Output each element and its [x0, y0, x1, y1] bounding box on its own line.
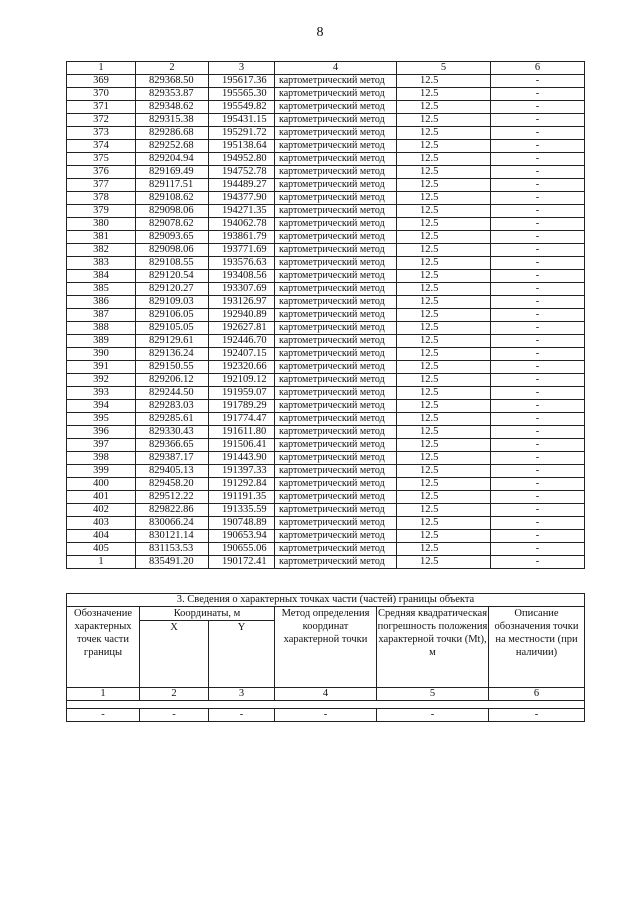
table-cell: 829093.65 [136, 231, 209, 244]
table-cell: 829105.05 [136, 322, 209, 335]
table-cell: картометрический метод [275, 296, 397, 309]
table-cell: - [491, 192, 585, 205]
table-cell: 829244.50 [136, 387, 209, 400]
table-cell: 370 [67, 88, 136, 101]
table-cell: 390 [67, 348, 136, 361]
table-cell: 402 [67, 504, 136, 517]
table-cell: 831153.53 [136, 543, 209, 556]
table-cell: 195291.72 [209, 127, 275, 140]
table-cell: 829822.86 [136, 504, 209, 517]
table-cell: 829512.22 [136, 491, 209, 504]
section-title: 3. Сведения о характерных точках части (частей) границы объекта [67, 594, 585, 607]
table-row [67, 205, 585, 218]
table-cell: - [491, 543, 585, 556]
table-row [67, 218, 585, 231]
table-row [67, 439, 585, 452]
table-cell: картометрический метод [275, 361, 397, 374]
header-method: Метод определения координат характерной точки [275, 607, 377, 688]
table-row [67, 426, 585, 439]
table-cell: - [491, 153, 585, 166]
table-cell: - [209, 709, 275, 722]
table-cell: 12.5 [397, 179, 491, 192]
table-row [67, 387, 585, 400]
table-cell: картометрический метод [275, 205, 397, 218]
table-row [67, 244, 585, 257]
table-cell: картометрический метод [275, 75, 397, 88]
table-cell: - [491, 101, 585, 114]
table-cell: картометрический метод [275, 504, 397, 517]
table-cell: 829169.49 [136, 166, 209, 179]
table-cell: 829348.62 [136, 101, 209, 114]
table-cell: - [491, 166, 585, 179]
table-cell: - [491, 504, 585, 517]
table-cell: 12.5 [397, 556, 491, 569]
table-cell: картометрический метод [275, 244, 397, 257]
table-cell: 12.5 [397, 335, 491, 348]
table-cell: 191191.35 [209, 491, 275, 504]
table-cell: картометрический метод [275, 179, 397, 192]
table-row [67, 257, 585, 270]
table-cell: 377 [67, 179, 136, 192]
table-cell: 12.5 [397, 257, 491, 270]
table-row [67, 192, 585, 205]
table-cell: - [491, 348, 585, 361]
table-cell: 12.5 [397, 296, 491, 309]
table-cell: 389 [67, 335, 136, 348]
table-cell: - [491, 387, 585, 400]
table-cell: картометрический метод [275, 166, 397, 179]
table-cell: 12.5 [397, 517, 491, 530]
table-cell: 12.5 [397, 504, 491, 517]
table-cell: 829117.51 [136, 179, 209, 192]
table-row [67, 517, 585, 530]
table-cell: 12.5 [397, 400, 491, 413]
table-cell: 829106.05 [136, 309, 209, 322]
table-cell: 194752.78 [209, 166, 275, 179]
table-cell: 388 [67, 322, 136, 335]
table-cell: 190748.89 [209, 517, 275, 530]
table-row [67, 88, 585, 101]
header-y: Y [209, 621, 275, 688]
table-cell: 195565.30 [209, 88, 275, 101]
table-cell: 12.5 [397, 283, 491, 296]
table-row [67, 465, 585, 478]
table-cell: 829353.87 [136, 88, 209, 101]
table-cell: картометрический метод [275, 283, 397, 296]
table-cell: картометрический метод [275, 270, 397, 283]
column-number: 2 [140, 688, 209, 701]
table-cell: 192446.70 [209, 335, 275, 348]
column-number: 2 [136, 62, 209, 75]
table-cell: 829120.27 [136, 283, 209, 296]
table-cell: 829204.94 [136, 153, 209, 166]
table-cell: 12.5 [397, 231, 491, 244]
table-cell: - [377, 709, 489, 722]
table-cell: 12.5 [397, 426, 491, 439]
table-row [67, 140, 585, 153]
table-cell: - [489, 709, 585, 722]
table-cell: - [491, 426, 585, 439]
table-cell: 395 [67, 413, 136, 426]
table-cell: - [491, 114, 585, 127]
table-cell: картометрический метод [275, 127, 397, 140]
column-number: 4 [275, 62, 397, 75]
table-cell: картометрический метод [275, 140, 397, 153]
table-cell: - [491, 231, 585, 244]
table-cell: 12.5 [397, 192, 491, 205]
column-number: 5 [377, 688, 489, 701]
table-cell: 193861.79 [209, 231, 275, 244]
table-cell: 192320.66 [209, 361, 275, 374]
table-cell: 829108.55 [136, 257, 209, 270]
table-cell: 12.5 [397, 127, 491, 140]
table-cell: - [491, 218, 585, 231]
table-row [67, 322, 585, 335]
table-cell: 393 [67, 387, 136, 400]
table-cell: 12.5 [397, 530, 491, 543]
table-cell: 12.5 [397, 361, 491, 374]
table-cell: картометрический метод [275, 556, 397, 569]
table-row [67, 400, 585, 413]
table-cell: картометрический метод [275, 218, 397, 231]
table-row [67, 374, 585, 387]
table-cell: 12.5 [397, 75, 491, 88]
table-cell: картометрический метод [275, 348, 397, 361]
table-cell: - [491, 452, 585, 465]
table-cell: 191292.84 [209, 478, 275, 491]
table-cell: картометрический метод [275, 231, 397, 244]
table-cell: 12.5 [397, 244, 491, 257]
column-number-row [67, 62, 585, 75]
header-x: X [140, 621, 209, 688]
table-row [67, 75, 585, 88]
table-cell: - [491, 127, 585, 140]
header-coordinates: Координаты, м [140, 607, 275, 621]
table-cell: 194271.35 [209, 205, 275, 218]
table-cell: картометрический метод [275, 257, 397, 270]
table-cell: 373 [67, 127, 136, 140]
table-cell: 400 [67, 478, 136, 491]
table-cell: - [491, 244, 585, 257]
table-cell: картометрический метод [275, 192, 397, 205]
table-row [67, 179, 585, 192]
table-cell: 12.5 [397, 374, 491, 387]
table-cell: 404 [67, 530, 136, 543]
table-cell: 191443.90 [209, 452, 275, 465]
table-cell: картометрический метод [275, 374, 397, 387]
table-cell: 405 [67, 543, 136, 556]
table-row [67, 413, 585, 426]
table-cell: 12.5 [397, 205, 491, 218]
table-cell: 191397.33 [209, 465, 275, 478]
table-cell: 12.5 [397, 101, 491, 114]
table-cell: 194489.27 [209, 179, 275, 192]
table-cell: 391 [67, 361, 136, 374]
column-number: 1 [67, 688, 140, 701]
table-cell: картометрический метод [275, 88, 397, 101]
table-cell: 379 [67, 205, 136, 218]
table-cell: - [491, 478, 585, 491]
column-number: 6 [489, 688, 585, 701]
table-cell: 372 [67, 114, 136, 127]
table-cell: 12.5 [397, 387, 491, 400]
table-cell: 829285.61 [136, 413, 209, 426]
table-cell: 829387.17 [136, 452, 209, 465]
table-cell: картометрический метод [275, 543, 397, 556]
table-cell: - [491, 413, 585, 426]
table-row [67, 114, 585, 127]
table-cell: 191959.07 [209, 387, 275, 400]
table-cell: 12.5 [397, 218, 491, 231]
table-cell: картометрический метод [275, 439, 397, 452]
table-cell: 369 [67, 75, 136, 88]
table-row [67, 296, 585, 309]
table-cell: 194062.78 [209, 218, 275, 231]
table-cell: - [491, 309, 585, 322]
table-cell: - [491, 283, 585, 296]
table-cell: 12.5 [397, 348, 491, 361]
column-number: 3 [209, 688, 275, 701]
table-cell: 829108.62 [136, 192, 209, 205]
table-cell: 829078.62 [136, 218, 209, 231]
table-row [67, 530, 585, 543]
table-cell: 12.5 [397, 322, 491, 335]
table-cell: 835491.20 [136, 556, 209, 569]
table-cell: картометрический метод [275, 400, 397, 413]
table-row [67, 101, 585, 114]
table-row [67, 361, 585, 374]
table-cell: 829120.54 [136, 270, 209, 283]
table-cell: 191774.47 [209, 413, 275, 426]
table-cell: 12.5 [397, 88, 491, 101]
table-cell: картометрический метод [275, 153, 397, 166]
table-cell: картометрический метод [275, 335, 397, 348]
column-number: 5 [397, 62, 491, 75]
table-cell: - [491, 140, 585, 153]
coordinates-table [66, 61, 585, 569]
table-row [67, 309, 585, 322]
table-cell: 387 [67, 309, 136, 322]
table-cell: 396 [67, 426, 136, 439]
table-cell: - [491, 88, 585, 101]
table-cell: - [491, 205, 585, 218]
table-cell: 12.5 [397, 309, 491, 322]
table-cell: 191506.41 [209, 439, 275, 452]
table-cell: 12.5 [397, 153, 491, 166]
table-cell: картометрический метод [275, 387, 397, 400]
table-cell: - [491, 491, 585, 504]
table-cell: 376 [67, 166, 136, 179]
table-row [67, 478, 585, 491]
table-cell: 386 [67, 296, 136, 309]
table-cell: картометрический метод [275, 413, 397, 426]
table-cell: картометрический метод [275, 491, 397, 504]
table-cell: - [491, 465, 585, 478]
table-cell: - [491, 439, 585, 452]
table-cell: 829458.20 [136, 478, 209, 491]
table-cell: 12.5 [397, 543, 491, 556]
table-cell: 398 [67, 452, 136, 465]
table-cell: 378 [67, 192, 136, 205]
table-cell: 829366.65 [136, 439, 209, 452]
table-cell: 829206.12 [136, 374, 209, 387]
boundary-part-points-table [66, 593, 585, 722]
table-cell: 829315.38 [136, 114, 209, 127]
table-cell: 193408.56 [209, 270, 275, 283]
column-number: 1 [67, 62, 136, 75]
table-cell: 191789.29 [209, 400, 275, 413]
table-cell: 193576.63 [209, 257, 275, 270]
table-cell: картометрический метод [275, 465, 397, 478]
table-cell: 371 [67, 101, 136, 114]
table-cell: 1 [67, 556, 136, 569]
table-row [67, 348, 585, 361]
table-cell: 403 [67, 517, 136, 530]
table-row [67, 283, 585, 296]
table-row [67, 127, 585, 140]
table-cell: 12.5 [397, 465, 491, 478]
table-cell: 12.5 [397, 166, 491, 179]
table-cell: картометрический метод [275, 309, 397, 322]
table-cell: 190653.94 [209, 530, 275, 543]
table-cell: - [491, 335, 585, 348]
table-cell: 12.5 [397, 452, 491, 465]
table-cell: - [491, 361, 585, 374]
table-cell: - [491, 400, 585, 413]
table-cell: 829330.43 [136, 426, 209, 439]
table-cell: - [491, 322, 585, 335]
table-cell: 192627.81 [209, 322, 275, 335]
table-cell: 192940.89 [209, 309, 275, 322]
table-cell: 385 [67, 283, 136, 296]
table-cell: 12.5 [397, 270, 491, 283]
table-cell: 195138.64 [209, 140, 275, 153]
table-cell: 829109.03 [136, 296, 209, 309]
table-cell: 194952.80 [209, 153, 275, 166]
table-cell: 397 [67, 439, 136, 452]
table-row [67, 504, 585, 517]
table-row [67, 153, 585, 166]
table-row [67, 491, 585, 504]
table-cell: 829283.03 [136, 400, 209, 413]
table-cell: 829150.55 [136, 361, 209, 374]
table-row [67, 543, 585, 556]
table-cell: 192407.15 [209, 348, 275, 361]
header-mean-square-error: Средняя квадратическая погрешность положения характерной точки (Mt), м [377, 607, 489, 688]
table-cell: 383 [67, 257, 136, 270]
table-cell: - [491, 270, 585, 283]
table-cell: 399 [67, 465, 136, 478]
table-cell: - [491, 374, 585, 387]
table-cell: 829405.13 [136, 465, 209, 478]
page-number: 8 [316, 25, 324, 40]
table-cell: - [67, 709, 140, 722]
table-cell: 12.5 [397, 439, 491, 452]
table-cell: картометрический метод [275, 478, 397, 491]
table-cell: картометрический метод [275, 322, 397, 335]
header-point-designation: Обозначение характерных точек части границы [67, 607, 140, 688]
table-cell: - [491, 530, 585, 543]
table-cell: картометрический метод [275, 426, 397, 439]
table-cell: 381 [67, 231, 136, 244]
table-cell: 375 [67, 153, 136, 166]
table-cell: 830066.24 [136, 517, 209, 530]
table-cell: 12.5 [397, 140, 491, 153]
table-cell: - [140, 709, 209, 722]
table-cell: 829098.06 [136, 244, 209, 257]
table-row [67, 556, 585, 569]
table-cell: - [491, 556, 585, 569]
table-cell: 829252.68 [136, 140, 209, 153]
table-cell: 193771.69 [209, 244, 275, 257]
table-cell: 195617.36 [209, 75, 275, 88]
table-cell: 12.5 [397, 491, 491, 504]
table-row [67, 270, 585, 283]
table-cell: - [491, 75, 585, 88]
table-cell: 194377.90 [209, 192, 275, 205]
empty-row [67, 701, 585, 709]
table-cell: 829098.06 [136, 205, 209, 218]
table-cell: картометрический метод [275, 517, 397, 530]
table-cell: 374 [67, 140, 136, 153]
table-cell: 12.5 [397, 413, 491, 426]
table-cell: - [491, 257, 585, 270]
table-row [67, 452, 585, 465]
column-number: 3 [209, 62, 275, 75]
table-cell: 829129.61 [136, 335, 209, 348]
table-cell: 193307.69 [209, 283, 275, 296]
table-row [67, 166, 585, 179]
table-cell: 380 [67, 218, 136, 231]
table-cell: картометрический метод [275, 452, 397, 465]
table-cell: 401 [67, 491, 136, 504]
table-cell: 830121.14 [136, 530, 209, 543]
table-cell: 12.5 [397, 478, 491, 491]
table-row [67, 335, 585, 348]
table-cell: 190172.41 [209, 556, 275, 569]
table-cell: 384 [67, 270, 136, 283]
table-cell: 829368.50 [136, 75, 209, 88]
table-cell: 829286.68 [136, 127, 209, 140]
table-cell: 192109.12 [209, 374, 275, 387]
table-cell: 193126.97 [209, 296, 275, 309]
table-cell: картометрический метод [275, 530, 397, 543]
table-cell: - [491, 179, 585, 192]
table-cell: - [491, 296, 585, 309]
table-cell: - [275, 709, 377, 722]
table-cell: - [491, 517, 585, 530]
table-cell: 829136.24 [136, 348, 209, 361]
table-cell: 382 [67, 244, 136, 257]
column-number: 6 [491, 62, 585, 75]
table-cell: 191335.59 [209, 504, 275, 517]
table-cell: картометрический метод [275, 114, 397, 127]
column-number: 4 [275, 688, 377, 701]
table-cell: 195549.82 [209, 101, 275, 114]
table-cell: 190655.06 [209, 543, 275, 556]
table-cell: 191611.80 [209, 426, 275, 439]
table-cell: 394 [67, 400, 136, 413]
table-cell: 12.5 [397, 114, 491, 127]
table-row [67, 231, 585, 244]
table-cell: 195431.15 [209, 114, 275, 127]
table-cell: 392 [67, 374, 136, 387]
header-point-description: Описание обозначения точки на местности (при наличии) [489, 607, 585, 688]
table-cell: картометрический метод [275, 101, 397, 114]
